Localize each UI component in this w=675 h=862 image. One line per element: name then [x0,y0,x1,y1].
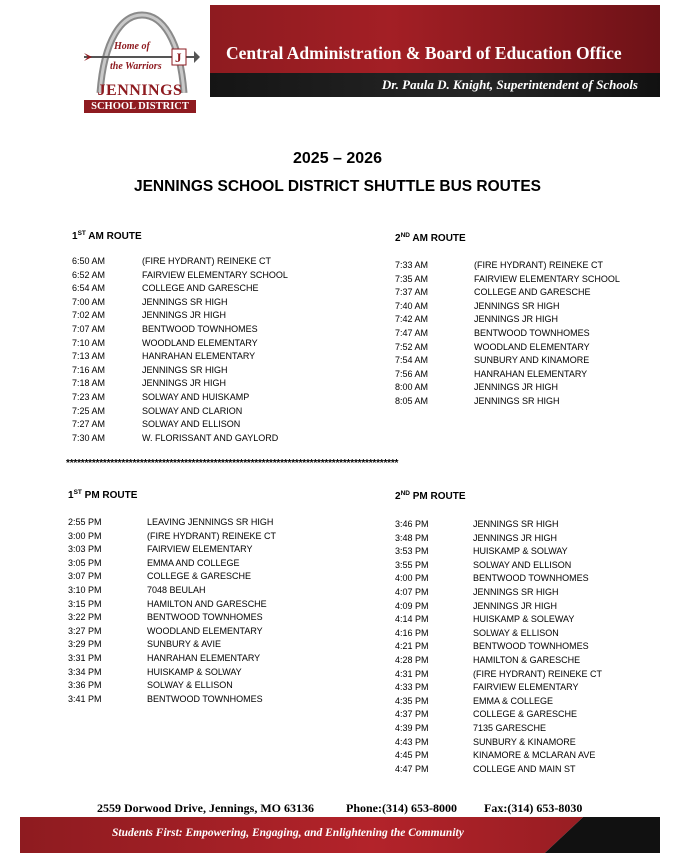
stop-time: 3:46 PM [395,519,429,529]
stop-time: 6:54 AM [72,283,106,294]
stop-location: SUNBURY AND KINAMORE [474,355,590,366]
letterhead [70,5,660,112]
stop-location: HAMILTON & GARESCHE [473,654,581,665]
stop-location: SOLWAY AND HUISKAMP [142,391,250,402]
office-title: Central Administration & Board of Education Office [226,43,622,63]
stop-time: 4:35 PM [395,695,429,706]
stop-location: LEAVING JENNINGS SR HIGH [147,517,274,527]
stop-time: 7:10 AM [72,337,106,348]
stop-location: COLLEGE & GARESCHE [147,571,252,582]
stop-row [68,693,263,708]
stop-row [68,557,240,572]
stop-row [395,654,581,669]
stop-location: JENNINGS SR HIGH [473,519,559,529]
stop-location: JENNINGS SR HIGH [474,395,560,406]
stop-time: 4:45 PM [395,750,429,761]
stop-location: HAMILTON AND GARESCHE [147,598,267,609]
stop-time: 3:15 PM [68,598,102,609]
stop-row [395,260,604,274]
stop-time: 4:37 PM [395,709,429,720]
stop-row [395,750,596,764]
stop-location: COLLEGE AND GARESCHE [142,283,259,294]
stop-time: 7:25 AM [72,405,106,416]
stop-time: 3:10 PM [68,584,102,595]
stop-row [395,355,590,369]
stop-row [395,586,559,601]
stop-row [395,682,579,696]
stop-location: FAIRVIEW ELEMENTARY [147,544,253,555]
stop-row [68,680,233,694]
stop-row [68,571,252,585]
stop-row [395,736,576,751]
stop-location: BENTWOOD TOWNHOMES [147,693,263,704]
stop-time: 3:29 PM [68,639,102,650]
stop-time: 4:09 PM [395,600,429,611]
stop-time: 4:47 PM [395,763,429,774]
stop-row [395,709,578,723]
stop-row [395,559,572,574]
stop-row [395,382,559,396]
stop-time: 8:05 AM [395,395,429,406]
asterisk-divider: ****************************************************************************************** [66,458,399,469]
stop-time: 3:31 PM [68,652,102,663]
stop-row [68,625,263,640]
stop-row [68,598,267,613]
stop-time: 4:07 PM [395,586,429,597]
stop-row [395,395,560,410]
stop-location: JENNINGS JR HIGH [142,310,227,321]
stop-time: 4:28 PM [395,654,429,665]
stop-time: 3:22 PM [68,612,102,623]
stop-location: 7135 GARESCHE [473,722,547,733]
stop-location: HANRAHAN ELEMENTARY [474,368,588,379]
stop-time: 7:54 AM [395,355,429,366]
stop-row [68,530,277,545]
stop-row [395,273,620,288]
stop-row [72,283,259,297]
stop-location: BENTWOOD TOWNHOMES [142,323,258,334]
stop-time: 7:40 AM [395,300,429,311]
stop-time: 3:48 PM [395,532,429,543]
stop-location: JENNINGS SR HIGH [142,296,228,307]
stop-row [72,419,241,433]
stop-time: 4:43 PM [395,736,429,747]
stop-time: 2:55 PM [68,517,102,527]
stop-row [72,432,279,447]
stop-row [395,573,589,587]
stop-row [395,300,560,315]
stop-location: WOODLAND ELEMENTARY [142,337,258,348]
second-pm-route [395,490,603,777]
stop-row [395,287,591,301]
stop-row [395,722,547,737]
stop-row [68,652,261,667]
first-pm-route [68,489,277,707]
stop-time: 4:33 PM [395,682,429,693]
stop-time: 4:39 PM [395,722,429,733]
route-heading: 1ST AM ROUTE [72,230,142,242]
superintendent-line: Dr. Paula D. Knight, Superintendent of Schools [381,77,638,92]
stop-list [395,260,620,410]
stop-location: WOODLAND ELEMENTARY [147,625,263,636]
stop-location: W. FLORISSANT AND GAYLORD [142,432,279,443]
stop-list [72,256,288,446]
stop-location: (FIRE HYDRANT) REINEKE CT [147,530,277,541]
stop-location: JENNINGS SR HIGH [474,300,560,311]
stop-row [72,256,272,270]
stop-row [395,614,575,628]
stop-row [72,378,227,392]
stop-row [68,544,253,558]
first-am-route [72,230,288,446]
stop-location: COLLEGE & GARESCHE [473,709,578,720]
stop-row [68,666,242,681]
stop-list [68,517,277,707]
stop-row [72,351,256,365]
stop-list [395,519,603,777]
stop-location: JENNINGS JR HIGH [474,314,559,325]
stop-location: SOLWAY & ELLISON [473,627,559,638]
stop-time: 7:00 AM [72,296,106,307]
stop-time: 7:07 AM [72,323,106,334]
stop-time: 7:47 AM [395,327,429,338]
stop-location: BENTWOOD TOWNHOMES [473,641,589,652]
stop-location: BENTWOOD TOWNHOMES [147,612,263,623]
district-logo [70,5,210,115]
document-title: JENNINGS SCHOOL DISTRICT SHUTTLE BUS ROUTES [133,178,542,195]
stop-location: HANRAHAN ELEMENTARY [147,652,261,663]
stop-row [395,341,590,356]
stop-location: COLLEGE AND MAIN ST [473,763,576,774]
stop-location: EMMA AND COLLEGE [147,557,240,568]
stop-time: 7:42 AM [395,314,429,325]
stop-location: SUNBURY & AVIE [147,639,222,650]
stop-time: 7:35 AM [395,273,429,284]
route-heading: 1ST PM ROUTE [68,489,138,501]
stop-row [72,310,227,324]
stop-row [72,323,258,338]
stop-location: SOLWAY & ELLISON [147,680,233,691]
stop-time: 3:53 PM [395,546,429,557]
stop-time: 7:23 AM [72,391,106,402]
stop-row [72,296,228,311]
stop-row [72,391,250,406]
second-am-route [395,232,620,410]
stop-time: 3:36 PM [68,680,102,691]
stop-row [72,269,288,284]
district-slogan: Students First: Empowering, Engaging, and Enlightening the Community [112,827,464,839]
stop-location: SOLWAY AND ELLISON [473,559,572,570]
stop-row [395,641,589,655]
stop-location: (FIRE HYDRANT) REINEKE CT [142,256,272,266]
stop-location: BENTWOOD TOWNHOMES [474,327,590,338]
stop-time: 3:41 PM [68,693,102,704]
stop-row [395,546,568,560]
stop-location: HUISKAMP & SOLEWAY [473,614,575,625]
stop-location: FAIRVIEW ELEMENTARY SCHOOL [142,269,288,280]
stop-row [68,517,274,531]
logo-district-bar: SCHOOL DISTRICT [84,100,196,113]
route-heading: 2ND AM ROUTE [395,232,466,244]
stop-time: 7:33 AM [395,260,429,270]
stop-time: 3:05 PM [68,557,102,568]
stop-location: (FIRE HYDRANT) REINEKE CT [473,668,603,679]
stop-time: 7:13 AM [72,351,106,362]
stop-row [68,612,263,626]
stop-row [72,405,243,420]
district-address: 2559 Dorwood Drive, Jennings, MO 63136 [97,801,314,815]
stop-time: 4:31 PM [395,668,429,679]
stop-row [72,364,228,379]
stop-time: 3:55 PM [395,559,429,570]
stop-time: 7:27 AM [72,419,106,430]
stop-row [395,600,558,615]
stop-time: 4:14 PM [395,614,429,625]
stop-time: 3:34 PM [68,666,102,677]
stop-time: 7:16 AM [72,364,106,375]
stop-row [395,627,559,642]
stop-time: 4:00 PM [395,573,429,584]
stop-location: JENNINGS JR HIGH [142,378,227,389]
stop-time: 4:16 PM [395,627,429,638]
stop-time: 7:56 AM [395,368,429,379]
stop-location: KINAMORE & MCLARAN AVE [473,750,596,761]
stop-location: JENNINGS JR HIGH [474,382,559,393]
stop-location: BENTWOOD TOWNHOMES [473,573,589,584]
stop-row [68,584,206,599]
stop-row [72,337,258,352]
stop-time: 6:52 AM [72,269,106,280]
stop-time: 7:37 AM [395,287,429,298]
district-fax: Fax:(314) 653-8030 [484,801,583,815]
stop-time: 8:00 AM [395,382,429,393]
stop-row [395,314,559,328]
stop-location: EMMA & COLLEGE [473,695,554,706]
stop-location: FAIRVIEW ELEMENTARY SCHOOL [474,273,620,284]
stop-location: JENNINGS JR HIGH [473,600,558,611]
stop-row [395,668,603,683]
stop-time: 3:27 PM [68,625,102,636]
stop-time: 6:50 AM [72,256,106,266]
stop-time: 7:18 AM [72,378,106,389]
stop-time: 4:21 PM [395,641,429,652]
stop-location: HANRAHAN ELEMENTARY [142,351,256,362]
stop-location: FAIRVIEW ELEMENTARY [473,682,579,693]
stop-row [395,763,576,778]
stop-location: WOODLAND ELEMENTARY [474,341,590,352]
stop-location: JENNINGS SR HIGH [142,364,228,375]
route-heading: 2ND PM ROUTE [395,490,466,502]
stop-row [395,695,554,710]
stop-location: (FIRE HYDRANT) REINEKE CT [474,260,604,270]
svg-text:J: J [175,50,182,65]
stop-location: JENNINGS JR HIGH [473,532,558,543]
stop-location: COLLEGE AND GARESCHE [474,287,591,298]
stop-time: 3:07 PM [68,571,102,582]
stop-location: HUISKAMP & SOLWAY [473,546,568,557]
stop-location: HUISKAMP & SOLWAY [147,666,242,677]
stop-time: 7:02 AM [72,310,106,321]
logo-warriors: the Warriors [110,61,162,72]
stop-row [395,368,588,383]
stop-time: 3:00 PM [68,530,102,541]
stop-location: JENNINGS SR HIGH [473,586,559,597]
stop-location: SOLWAY AND CLARION [142,405,243,416]
district-phone: Phone:(314) 653-8000 [346,801,457,815]
logo-home-of: Home of [114,41,150,52]
stop-location: SUNBURY & KINAMORE [473,736,576,747]
stop-location: SOLWAY AND ELLISON [142,419,241,430]
school-year: 2025 – 2026 [293,150,382,167]
stop-time: 7:52 AM [395,341,429,352]
stop-location: 7048 BEULAH [147,584,206,595]
stop-row [395,327,590,342]
stop-time: 3:03 PM [68,544,102,555]
logo-wordmark: JENNINGS [97,82,183,99]
stop-row [395,519,559,533]
stop-time: 7:30 AM [72,432,106,443]
footer-band [20,817,660,853]
stop-row [395,532,558,547]
stop-row [68,639,222,653]
